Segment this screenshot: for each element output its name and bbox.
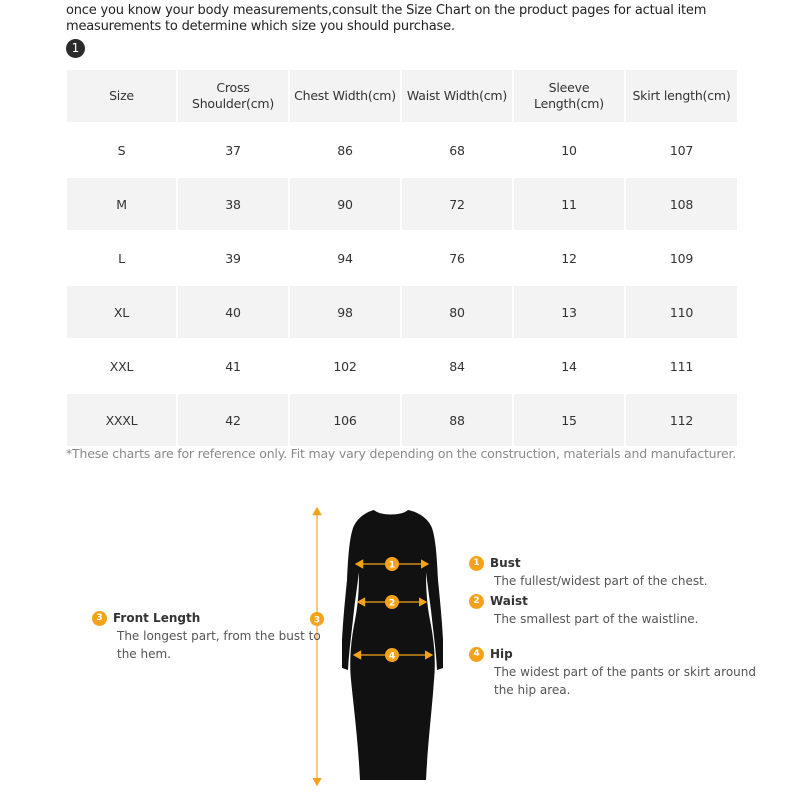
reference-footnote: *These charts are for reference only. Fit may vary depending on the construction, materials and manufacturer.: [66, 446, 737, 461]
cell-skirt-length: 110: [626, 286, 737, 338]
measurement-diagram: [0, 480, 800, 800]
bust-marker: [385, 557, 399, 571]
cell-size: XL: [67, 286, 176, 338]
bust-marker-label: 1: [388, 560, 396, 571]
hip-description: The widest part of the pants or skirt around the hip area.: [494, 665, 756, 697]
cell-cross-shoulder: 41: [178, 340, 288, 392]
cell-skirt-length: 107: [626, 124, 737, 176]
table-row: [67, 394, 737, 446]
table-row: [67, 178, 737, 230]
cell-cross-shoulder: 42: [178, 394, 288, 446]
legend-front-length: [92, 609, 322, 663]
step-number-badge: 1: [66, 39, 85, 58]
cell-skirt-length: 112: [626, 394, 737, 446]
cell-sleeve-length: 11: [514, 178, 624, 230]
front-length-title: Front Length: [113, 611, 201, 625]
dress-illustration: [300, 480, 480, 795]
hip-marker-label: 4: [388, 651, 396, 662]
cell-skirt-length: 108: [626, 178, 737, 230]
waist-title: Waist: [490, 594, 528, 608]
cell-skirt-length: 109: [626, 232, 737, 284]
cell-waist-width: 68: [402, 124, 512, 176]
header-size: Size: [67, 70, 176, 122]
legend-bust: [469, 554, 769, 590]
cell-chest-width: 94: [290, 232, 400, 284]
bust-number-badge: 1: [469, 556, 484, 571]
cell-sleeve-length: 14: [514, 340, 624, 392]
cell-size: XXL: [67, 340, 176, 392]
header-waist-width: Waist Width(cm): [402, 70, 512, 122]
cell-waist-width: 76: [402, 232, 512, 284]
cell-chest-width: 90: [290, 178, 400, 230]
front-length-marker-label: 3: [313, 615, 321, 626]
legend-hip: [469, 645, 769, 699]
cell-sleeve-length: 10: [514, 124, 624, 176]
waist-description: The smallest part of the waistline.: [494, 612, 699, 626]
cell-cross-shoulder: 38: [178, 178, 288, 230]
table-row: [67, 124, 737, 176]
cell-waist-width: 88: [402, 394, 512, 446]
header-sleeve-length: Sleeve Length(cm): [514, 70, 624, 122]
cell-cross-shoulder: 40: [178, 286, 288, 338]
cell-chest-width: 86: [290, 124, 400, 176]
cell-waist-width: 72: [402, 178, 512, 230]
cell-waist-width: 80: [402, 286, 512, 338]
waist-marker: [385, 595, 399, 609]
hip-number-badge: 4: [469, 647, 484, 662]
cell-waist-width: 84: [402, 340, 512, 392]
table-row: [67, 286, 737, 338]
bust-title: Bust: [490, 556, 521, 570]
waist-number-badge: 2: [469, 594, 484, 609]
cell-size: L: [67, 232, 176, 284]
cell-size: S: [67, 124, 176, 176]
legend-waist: [469, 592, 769, 628]
header-cross-shoulder: [178, 70, 288, 122]
cell-skirt-length: 111: [626, 340, 737, 392]
table-header-row: [67, 70, 737, 122]
front-length-description: The longest part, from the bust to the hem.: [117, 629, 321, 661]
front-length-number-badge: 3: [92, 611, 107, 626]
table-row: [67, 340, 737, 392]
waist-marker-label: 2: [388, 598, 396, 609]
cell-size: XXXL: [67, 394, 176, 446]
cell-chest-width: 98: [290, 286, 400, 338]
header-chest-width: Chest Width(cm): [290, 70, 400, 122]
cell-cross-shoulder: 39: [178, 232, 288, 284]
cell-size: M: [67, 178, 176, 230]
table-row: [67, 232, 737, 284]
intro-text: once you know your body measurements,consult the Size Chart on the product pages for actual item measurements to determine which size you should purchase.: [66, 3, 707, 34]
cell-sleeve-length: 13: [514, 286, 624, 338]
hip-title: Hip: [490, 647, 513, 661]
cell-chest-width: 102: [290, 340, 400, 392]
dress-shape: [342, 510, 443, 780]
cell-sleeve-length: 12: [514, 232, 624, 284]
hip-marker: [385, 648, 399, 662]
header-skirt-length: Skirt length(cm): [626, 70, 737, 122]
cell-cross-shoulder: 37: [178, 124, 288, 176]
cell-sleeve-length: 15: [514, 394, 624, 446]
bust-description: The fullest/widest part of the chest.: [494, 574, 708, 588]
size-chart-table: [65, 68, 739, 448]
header-cross-shoulder-label: Cross Shoulder(cm): [191, 80, 275, 111]
cell-chest-width: 106: [290, 394, 400, 446]
